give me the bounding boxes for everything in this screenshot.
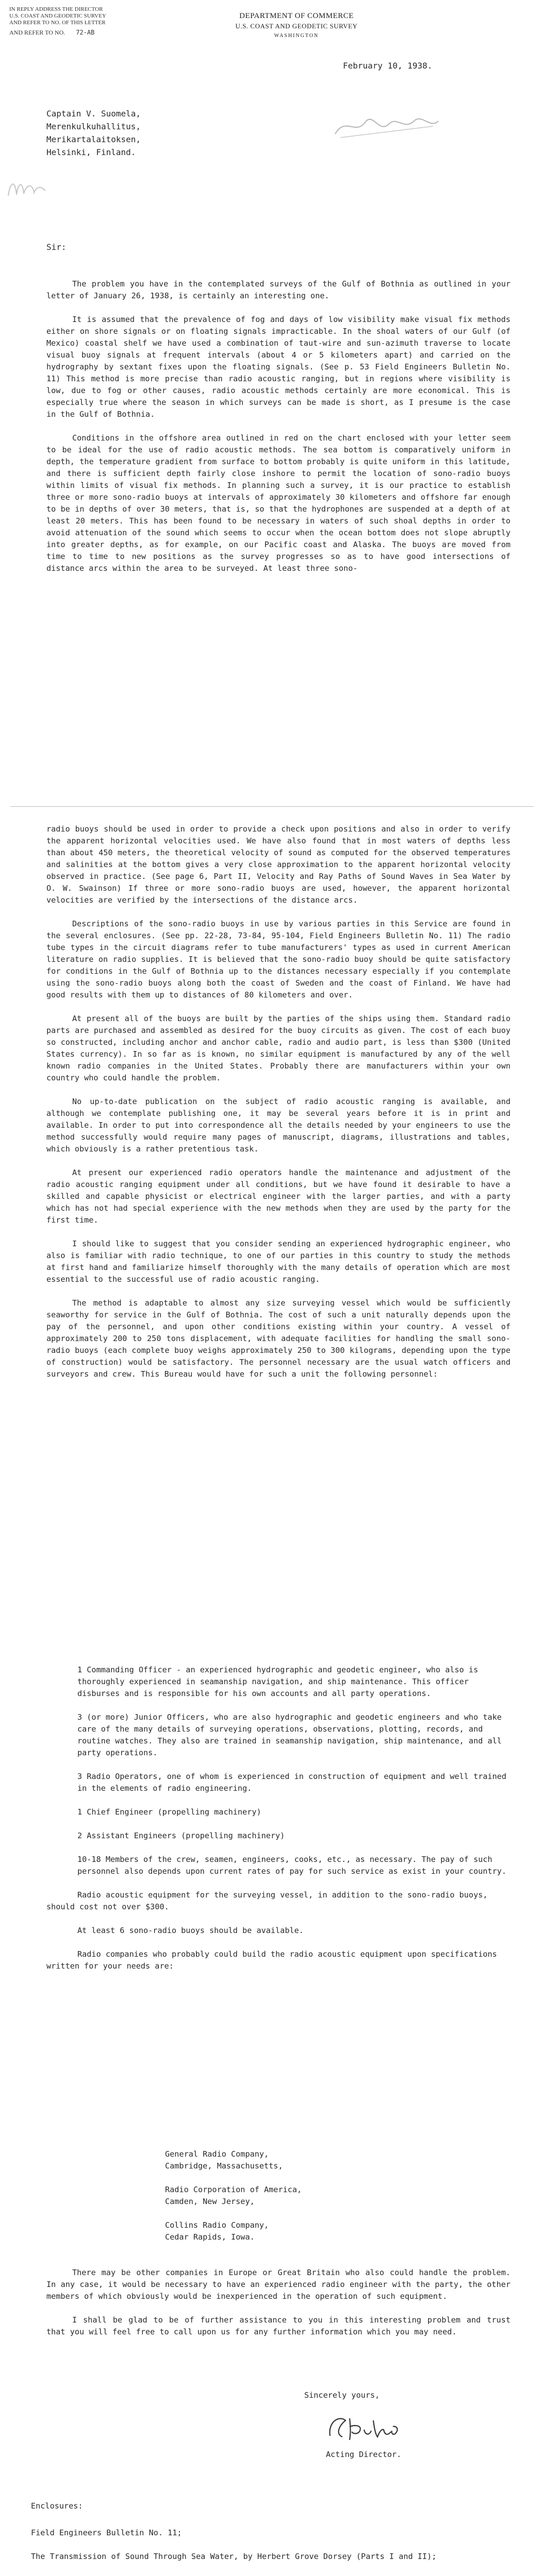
- reference-label: AND REFER TO NO.: [9, 29, 65, 36]
- company-name: Radio Corporation of America,: [165, 2185, 302, 2194]
- enclosures-label: Enclosures:: [31, 2501, 83, 2511]
- paragraph: Descriptions of the sono-radio buoys in use by various parties in this Service are found in the several enclosures. (See pp. 22-28, 73-84, 95-104, Field Engineers Bulletin No. 11) The radio tube types in the circuit diagrams refer to tube manufacturers' types as used in current American literature on radio supplies. It is believed that the sono-radio buoy should be quite satisfactory for conditions in the Gulf of Bothnia up to the distances necessary especially if you contemplate using the sono-radio buoys along both the coast of Sweden and the coast of Finland. We have had good results with them up to distances of 80 kilometers and over.: [46, 919, 510, 999]
- reply-line: IN REPLY ADDRESS THE DIRECTOR: [9, 6, 103, 12]
- reference-number-row: [9, 29, 94, 37]
- paragraph: The method is adaptable to almost any size surveying vessel which would be sufficiently seaworthy for service in the Gulf of Bothnia. The cost of such a unit naturally depends upon the pay of the personnel, and upon other conditions existing within your country. A vessel of approximately 200 to 250 tons displacement, with adequate facilities for handling the small sono-radio buoys (each complete buoy weighs approximately 250 to 300 kilograms, depending upon the type of construction) would be satisfactory. The personnel necessary are the usual watch officers and surveyors and crew. This Bureau would have for such a unit the following personnel:: [46, 1298, 510, 1379]
- list-item: Radio acoustic equipment for the surveying vessel, in addition to the sono-radio buoys, should cost not over $300.: [46, 1890, 488, 1911]
- paragraph: radio buoys should be used in order to provide a check upon positions and also in order to verify the apparent horizontal velocities used. We have also found that in most waters of depths less than about 450 meters, the theoretical velocity of sound as computed for the observed temperatures and salinities at the bottom gives a very close approximation to the apparent horizontal velocity observed in practice. (See page 6, Part II, Velocity and Ray Paths of Sound Waves in Sea Water by O. W. Swainson) If three or more sono-radio buoys are used, however, the apparent horizontal velocities are verified by the intersections of the distance arcs.: [46, 824, 510, 905]
- company-location: Cambridge, Massachusetts,: [165, 2161, 283, 2171]
- letterhead: [204, 11, 389, 41]
- list-item: At least 6 sono-radio buoys should be available.: [77, 1926, 304, 1935]
- paragraph: No up-to-date publication on the subject of radio acoustic ranging is available, and although we contemplate publishing one, it may be several years before it is in print and available. In order to put into correspondence all the details needed by your engineers to use the method successfully would require many pages of manuscript, diagrams, illustrations and tables, which obviously is a rather pretentious task.: [46, 1097, 510, 1154]
- company-entry: [165, 2184, 302, 2208]
- addressee-line: Captain V. Suomela,: [46, 109, 141, 118]
- company-location: Cedar Rapids, Iowa.: [165, 2232, 255, 2242]
- paragraph: It is assumed that the prevalence of fog and days of low visibility make visual fix methods either on shore signals or on floating signals impracticable. In the shoal waters of our Gulf (of Mexico) coastal shelf we have used a combination of taut-wire and sun-azimuth traverse to locate visual buoy signals at frequent intervals (about 4 or 5 kilometers apart) and carried on the hydrography by sextant fixes upon the floating signals. (See p. 53 Field Engineers Bulletin No. 11) This method is more precise than radio acoustic ranging, but in regions where visibility is low, due to fog or other causes, radio acoustic methods certainly are more economical. This is especially true where the season in which surveys can be made is short, as I presume is the case in the Gulf of Bothnia.: [46, 315, 510, 419]
- enclosure-item: The Transmission of Sound Through Sea Water, by Herbert Grove Dorsey (Parts I and II);: [31, 2552, 437, 2561]
- signature-mark: [324, 2411, 406, 2443]
- closing-paragraphs: [46, 2267, 510, 2350]
- body-page-2: [46, 823, 510, 1392]
- signer-title: Acting Director.: [326, 2450, 402, 2459]
- company-name: General Radio Company,: [165, 2149, 269, 2159]
- addressee-block: [46, 107, 141, 159]
- salutation: Sir:: [46, 242, 67, 252]
- city-name: WASHINGTON: [274, 33, 319, 39]
- personnel-list: [46, 1664, 510, 1984]
- agency-name: U.S. COAST AND GEODETIC SURVEY: [235, 22, 358, 30]
- complimentary-close: Sincerely yours,: [304, 2391, 380, 2400]
- paragraph: The problem you have in the contemplated surveys of the Gulf of Bothnia as outlined in your letter of January 26, 1938, is certainly an interesting one.: [46, 279, 510, 300]
- paragraph: Conditions in the offshore area outlined in red on the chart enclosed with your letter seem to be ideal for the use of radio acoustic methods. The sea bottom is comparatively uniform in depth, the temperature gradient from surface to bottom probably is quite uniform in this latitude, and there is sufficient depth fairly close inshore to permit the location of sono-radio buoys within limits of visual fix methods. In planning such a survey, it is our practice to establish three or more sono-radio buoys at intervals of approximately 30 kilometers and offshore far enough to be in depths of over 30 meters, that is, so that the hydrophones are suspended at a depth of at least 20 meters. This has been found to be necessary in waters of such shoal depths in order to avoid attenuation of the sound which seems to occur when the ocean bottom does not slope abruptly into greater depths, as for example, on our Pacific coast and Alaska. The buoys are moved from time to time to new positions as the survey progresses so as to have good intersections of distance arcs within the area to be surveyed. At least three sono-: [46, 433, 510, 573]
- company-entry: [165, 2148, 302, 2172]
- addressee-line: Merikartalaitoksen,: [46, 134, 141, 144]
- enclosure-list: [31, 2527, 495, 2576]
- list-item: Radio companies who probably could build the radio acoustic equipment upon specifications written for your needs are:: [46, 1950, 497, 1971]
- page-divider: [10, 806, 534, 807]
- enclosure-item: Field Engineers Bulletin No. 11;: [31, 2528, 182, 2537]
- addressee-line: Merenkulkuhallitus,: [46, 122, 141, 131]
- list-item: 2 Assistant Engineers (propelling machinery): [77, 1831, 285, 1840]
- handwritten-stamp-mark: [330, 111, 443, 142]
- list-item: 3 Radio Operators, one of whom is experienced in construction of equipment and well trained in the elements of radio engineering.: [77, 1772, 507, 1793]
- list-item: 1 Chief Engineer (propelling machinery): [77, 1807, 261, 1817]
- list-item: 1 Commanding Officer - an experienced hydrographic and geodetic engineer, who also is thoroughly experienced in seamanship navigation, and ship maintenance. This officer disburses and is responsible for his own accounts and all party operations.: [77, 1665, 479, 1698]
- body-page-1: [46, 278, 510, 586]
- department-name: DEPARTMENT OF COMMERCE: [239, 12, 354, 20]
- reply-line: U.S. COAST AND GEODETIC SURVEY: [9, 13, 106, 19]
- reference-number: 72-AB: [76, 29, 95, 36]
- company-location: Camden, New Jersey,: [165, 2197, 255, 2206]
- paragraph: At present all of the buoys are built by the parties of the ships using them. Standard radio parts are purchased and assembled as desired for the buoy circuits as given. The cost of each buoy so constructed, including anchor and anchor cable, radio and audio part, is less than $300 (United States currency). In so far as is known, no similar equipment is manufactured by any of the well known radio companies in the United States. Probably there are manufacturers within your own country who could handle the problem.: [46, 1014, 510, 1082]
- paragraph: There may be other companies in Europe or Great Britain who also could handle the problem. In any case, it would be necessary to have an experienced radio engineer with the party, the other members of which obviously would be inexperienced in the operation of such equipment.: [46, 2268, 510, 2301]
- paragraph: At present our experienced radio operators handle the maintenance and adjustment of the radio acoustic ranging equipment under all conditions, but we have found it desirable to have a skilled and capable physicist or electrical engineer with the larger parties, and with a party which has not had special experience with the new methods when they are used by the party for the first time.: [46, 1168, 510, 1225]
- list-item: 10-18 Members of the crew, seamen, engineers, cooks, etc., as necessary. The pay of such personnel also depends upon current rates of pay for such service as exist in your country.: [77, 1855, 507, 1876]
- company-entry: [165, 2219, 302, 2243]
- paragraph: I shall be glad to be of further assistance to you in this interesting problem and trust that you will feel free to call upon us for any further information which you may need.: [46, 2315, 510, 2336]
- company-list: [165, 2148, 302, 2255]
- margin-annotation-mark: [4, 175, 51, 201]
- list-item: 3 (or more) Junior Officers, who are also hydrographic and geodetic engineers and who take care of the many details of surveying operations, observations, plotting, records, and routine watches. They also are trained in seamanship navigation, ship maintenance, and all party operations.: [77, 1713, 502, 1757]
- addressee-line: Helsinki, Finland.: [46, 147, 136, 157]
- company-name: Collins Radio Company,: [165, 2221, 269, 2230]
- paragraph: I should like to suggest that you consider sending an experienced hydrographic engineer, who also is familiar with radio technique, to one of our parties in this country to study the methods at first hand and familiarize himself thoroughly with the many details of operation which are most essential to the successful use of radio acoustic ranging.: [46, 1239, 510, 1284]
- reply-line: AND REFER TO NO. OF THIS LETTER: [9, 20, 106, 26]
- letter-date: February 10, 1938.: [343, 61, 433, 71]
- reply-instructions: [9, 6, 143, 26]
